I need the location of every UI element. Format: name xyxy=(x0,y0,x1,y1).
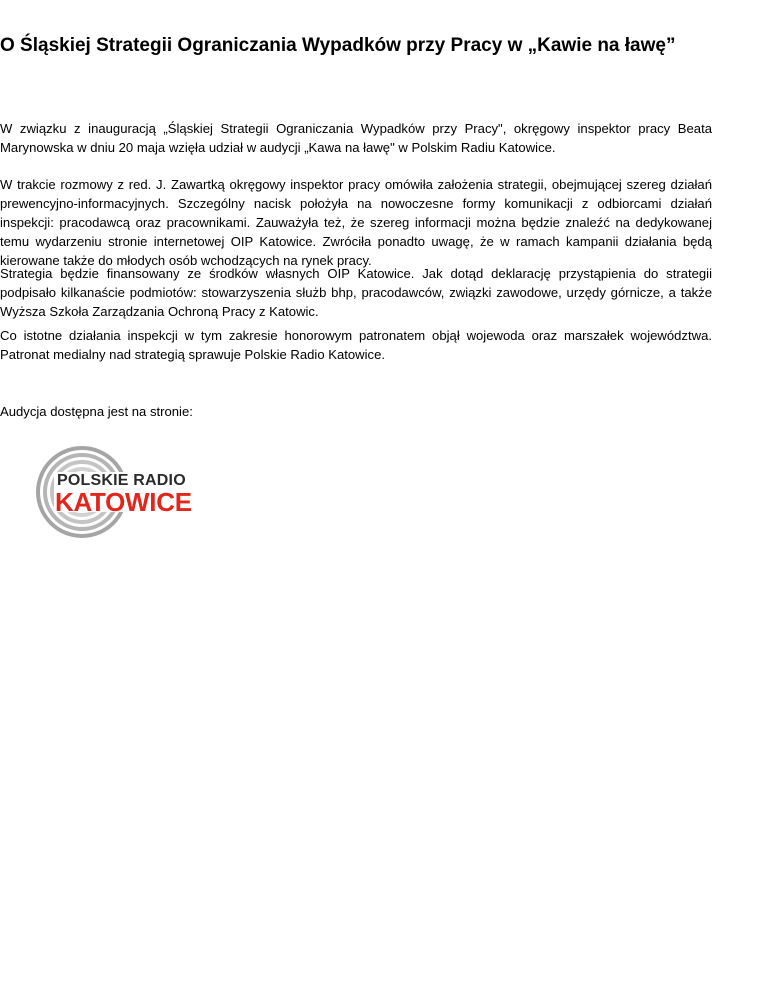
article-paragraph-4: Co istotne działania inspekcji w tym zakresie honorowym patronatem objął wojewoda oraz marszałek województwa. Patronat medialny nad strategią sprawuje Polskie Radio Katowice. xyxy=(0,328,712,362)
logo-text-polskie-radio: POLSKIE RADIO xyxy=(57,472,186,489)
logo-text-katowice: KATOWICE xyxy=(55,487,192,517)
article-paragraph-1: W związku z inauguracją „Śląskiej Strategii Ograniczania Wypadków przy Pracy", okręgowy inspektor pracy Beata Marynowska w dniu 20 maja wzięła udział w audycji „Kawa na ławę" w Polskim Radiu Katowice. xyxy=(0,121,712,155)
article-paragraph-2: W trakcie rozmowy z red. J. Zawartką okręgowy inspektor pracy omówiła założenia strategii, obejmującej szereg działań prewencyjno-informacyjnych. Szczególny nacisk położyła na nowoczesne formy komunikacji z odbiorcami działań inspekcji: pracodawcą oraz pracownikami. Zauważyła też, że szereg informacji można będzie znaleźć na dedykowanej temu wydarzeniu stronie internetowej OIP Katowice. Zwróciła ponadto uwagę, że w ramach kampanii działania będą kierowane także do młodych osób wchodzących na rynek pracy. xyxy=(0,177,712,268)
article-title: O Śląskiej Strategii Ograniczania Wypadków przy Pracy w „Kawie na ławę” xyxy=(0,35,676,56)
polskie-radio-katowice-logo[interactable] xyxy=(30,446,210,538)
article-paragraph-3: Strategia będzie finansowany ze środków własnych OIP Katowice. Jak dotąd deklarację przystąpienia do strategii podpisało kilkanaście podmiotów: stowarzyszenia służb bhp, pracodawców, związki zawodowe, urzędy górnicze, a także Wyższa Szkoła Zarządzania Ochroną Pracy z Katowic. xyxy=(0,266,712,319)
broadcast-availability-text: Audycja dostępna jest na stronie: xyxy=(0,404,193,419)
